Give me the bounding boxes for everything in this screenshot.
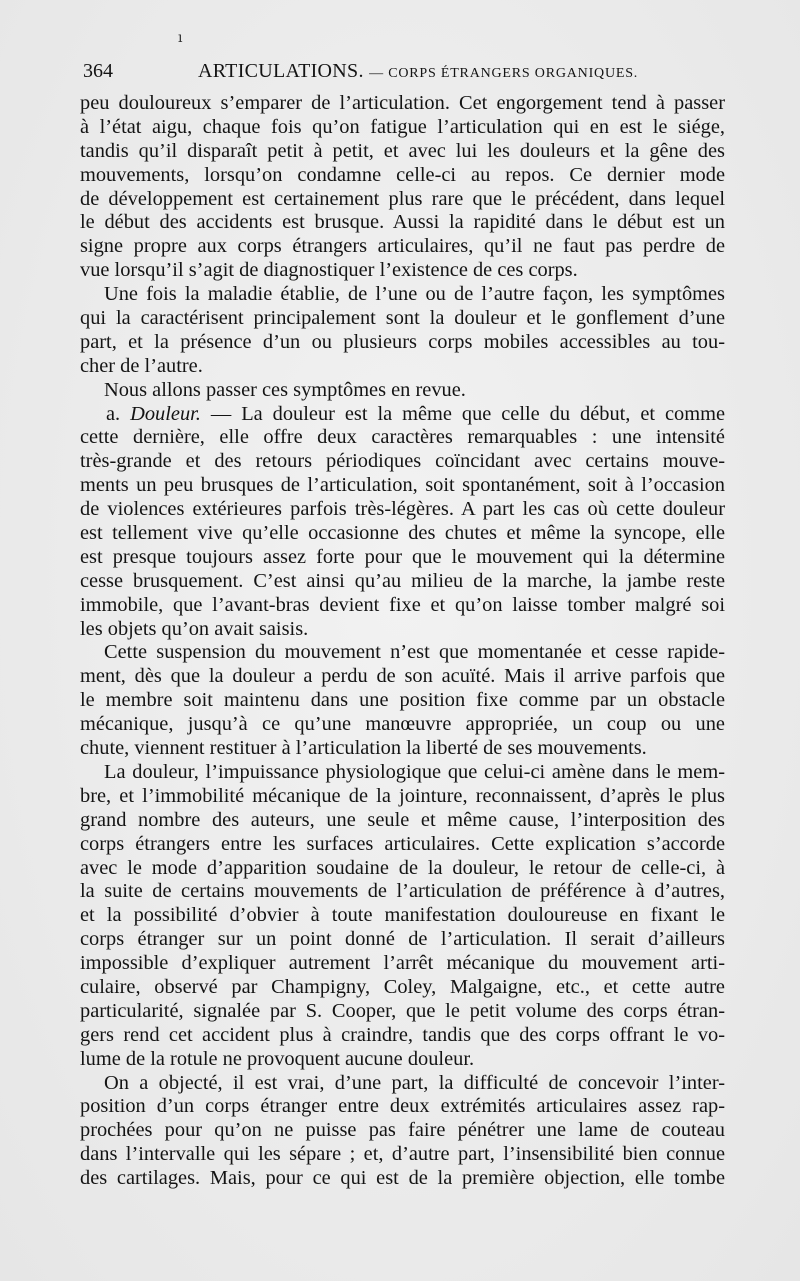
text-line: vue lorsqu’il s’agit de diagnostiquer l’existence de ces corps.	[80, 259, 578, 282]
text-line: impossible d’expliquer autrement l’arrêt mécanique du mouvement arti-	[80, 952, 725, 975]
text-line: corps étrangers entre les surfaces articulaires. Cette explication s’accorde	[80, 832, 725, 855]
text-line: le membre soit maintenu dans une position fixe comme par un obstacle	[80, 689, 725, 712]
text-line: La douleur, l’impuissance physiologique que celui-ci amène dans le mem-	[104, 760, 725, 783]
text-line: gers rend cet accident plus à craindre, tandis que des corps offrant le vo-	[80, 1023, 725, 1046]
text-line: à l’état aigu, chaque fois qu’on fatigue l’articulation qui en est le siége,	[80, 115, 725, 138]
text-line: lume de la rotule ne provoquent aucune douleur.	[80, 1047, 475, 1070]
text-line-douleur	[80, 403, 725, 427]
section-title: ARTICULATIONS.	[198, 60, 364, 82]
running-title	[198, 58, 638, 87]
text-line: de violences extérieures parfois très-légères. A part les cas où cette douleur	[80, 498, 725, 521]
text-line: des cartilages. Mais, pour ce qui est de la première objection, elle tombe	[80, 1167, 725, 1190]
text-line: chute, viennent restituer à l’articulation la liberté de ses mouvements.	[80, 737, 647, 760]
text-line: et la possibilité d’obvier à toute manifestation douloureuse en fixant le	[80, 904, 725, 927]
text-line: avec le mode d’apparition soudaine de la douleur, le retour de celle-ci, à	[80, 856, 725, 879]
text-line: la suite de certains mouvements de l’articulation de préférence à d’autres,	[80, 880, 725, 903]
text-line: position d’un corps étranger entre deux extrémités articulaires assez rap-	[80, 1095, 725, 1118]
text-line: corps étranger sur un point donné de l’articulation. Il serait d’ailleurs	[80, 928, 725, 951]
text-line: de développement est certainement plus rare que le précédent, dans lequel	[80, 187, 725, 210]
text-line: Nous allons passer ces symptômes en revue.	[104, 378, 466, 401]
text-line: bre, et l’immobilité mécanique de la jointure, reconnaissent, d’après le plus	[80, 784, 725, 807]
text-line: les objets qu’on avait saisis.	[80, 617, 309, 640]
douleur-term: Douleur.	[130, 402, 201, 425]
text-line: dans l’intervalle qui les sépare ; et, d’autre part, l’insensibilité bien connue	[80, 1143, 725, 1166]
text-line: On a objecté, il est vrai, d’une part, la difficulté de concevoir l’inter-	[104, 1071, 725, 1094]
text-line: signe propre aux corps étrangers articulaires, qu’il ne faut pas perdre de	[80, 235, 725, 258]
text-line: immobile, que l’avant-bras devient fixe et qu’on laisse tomber malgré soi	[80, 593, 725, 616]
text-line: est presque toujours assez forte pour que le mouvement qui la détermine	[80, 545, 725, 568]
douleur-label: a.	[106, 402, 121, 425]
text-line: mouvements, lorsqu’on condamne celle-ci au repos. Ce dernier mode	[80, 163, 725, 186]
text-line: cesse brusquement. C’est ainsi qu’au milieu de la marche, la jambe reste	[80, 569, 725, 592]
text-line: cette dernière, elle offre deux caractères remarquables : une intensité	[80, 426, 725, 449]
text-line: cher de l’autre.	[80, 354, 203, 377]
douleur-text: — La douleur est la même que celle du début, et comme	[210, 402, 726, 425]
page-number: 364	[83, 60, 113, 82]
text-line: très-grande et des retours périodiques coïncidant avec certains mouve-	[80, 450, 725, 473]
text-line: qui la caractérisent principalement sont la douleur et le gonflement d’une	[80, 307, 725, 330]
text-line: tandis qu’il disparaît petit à petit, et avec lui les douleurs et la gêne des	[80, 139, 725, 162]
text-line: peu douloureux s’emparer de l’articulation. Cet engorgement tend à passer	[80, 92, 725, 114]
text-line: part, et la présence d’un ou plusieurs corps mobiles accessibles au tou-	[80, 330, 725, 353]
text-line: Cette suspension du mouvement n’est que momentanée et cesse rapide-	[104, 641, 725, 664]
text-line: culaire, observé par Champigny, Coley, Malgaigne, etc., et cette autre	[80, 975, 725, 998]
running-header	[83, 58, 723, 84]
text-line: particularité, signalée par S. Cooper, que le petit volume des corps étran-	[80, 999, 725, 1022]
text-line: le début des accidents est brusque. Aussi la rapidité dans le début est un	[80, 211, 725, 234]
text-line: est tellement vive qu’elle occasionne des chutes et même la syncope, elle	[80, 522, 725, 545]
text-line: Une fois la maladie établie, de l’une ou de l’autre façon, les symptômes	[104, 283, 725, 306]
text-line: mécanique, jusqu’à ce qu’une manœuvre appropriée, un coup ou une	[80, 713, 725, 736]
section-subtitle: — CORPS ÉTRANGERS ORGANIQUES.	[369, 66, 639, 81]
text-line: ments un peu brusques de l’articulation, soit spontanément, soit à l’occasion	[80, 474, 725, 497]
text-line: prochées pour qu’on ne puisse pas faire pénétrer une lame de couteau	[80, 1119, 725, 1142]
print-mark: ı	[178, 30, 183, 46]
text-line: ment, dès que la douleur a perdu de son acuïté. Mais il arrive parfois que	[80, 665, 725, 688]
text-line: grand nombre des auteurs, une seule et même cause, l’interposition des	[80, 808, 725, 831]
body-text	[80, 92, 725, 1191]
